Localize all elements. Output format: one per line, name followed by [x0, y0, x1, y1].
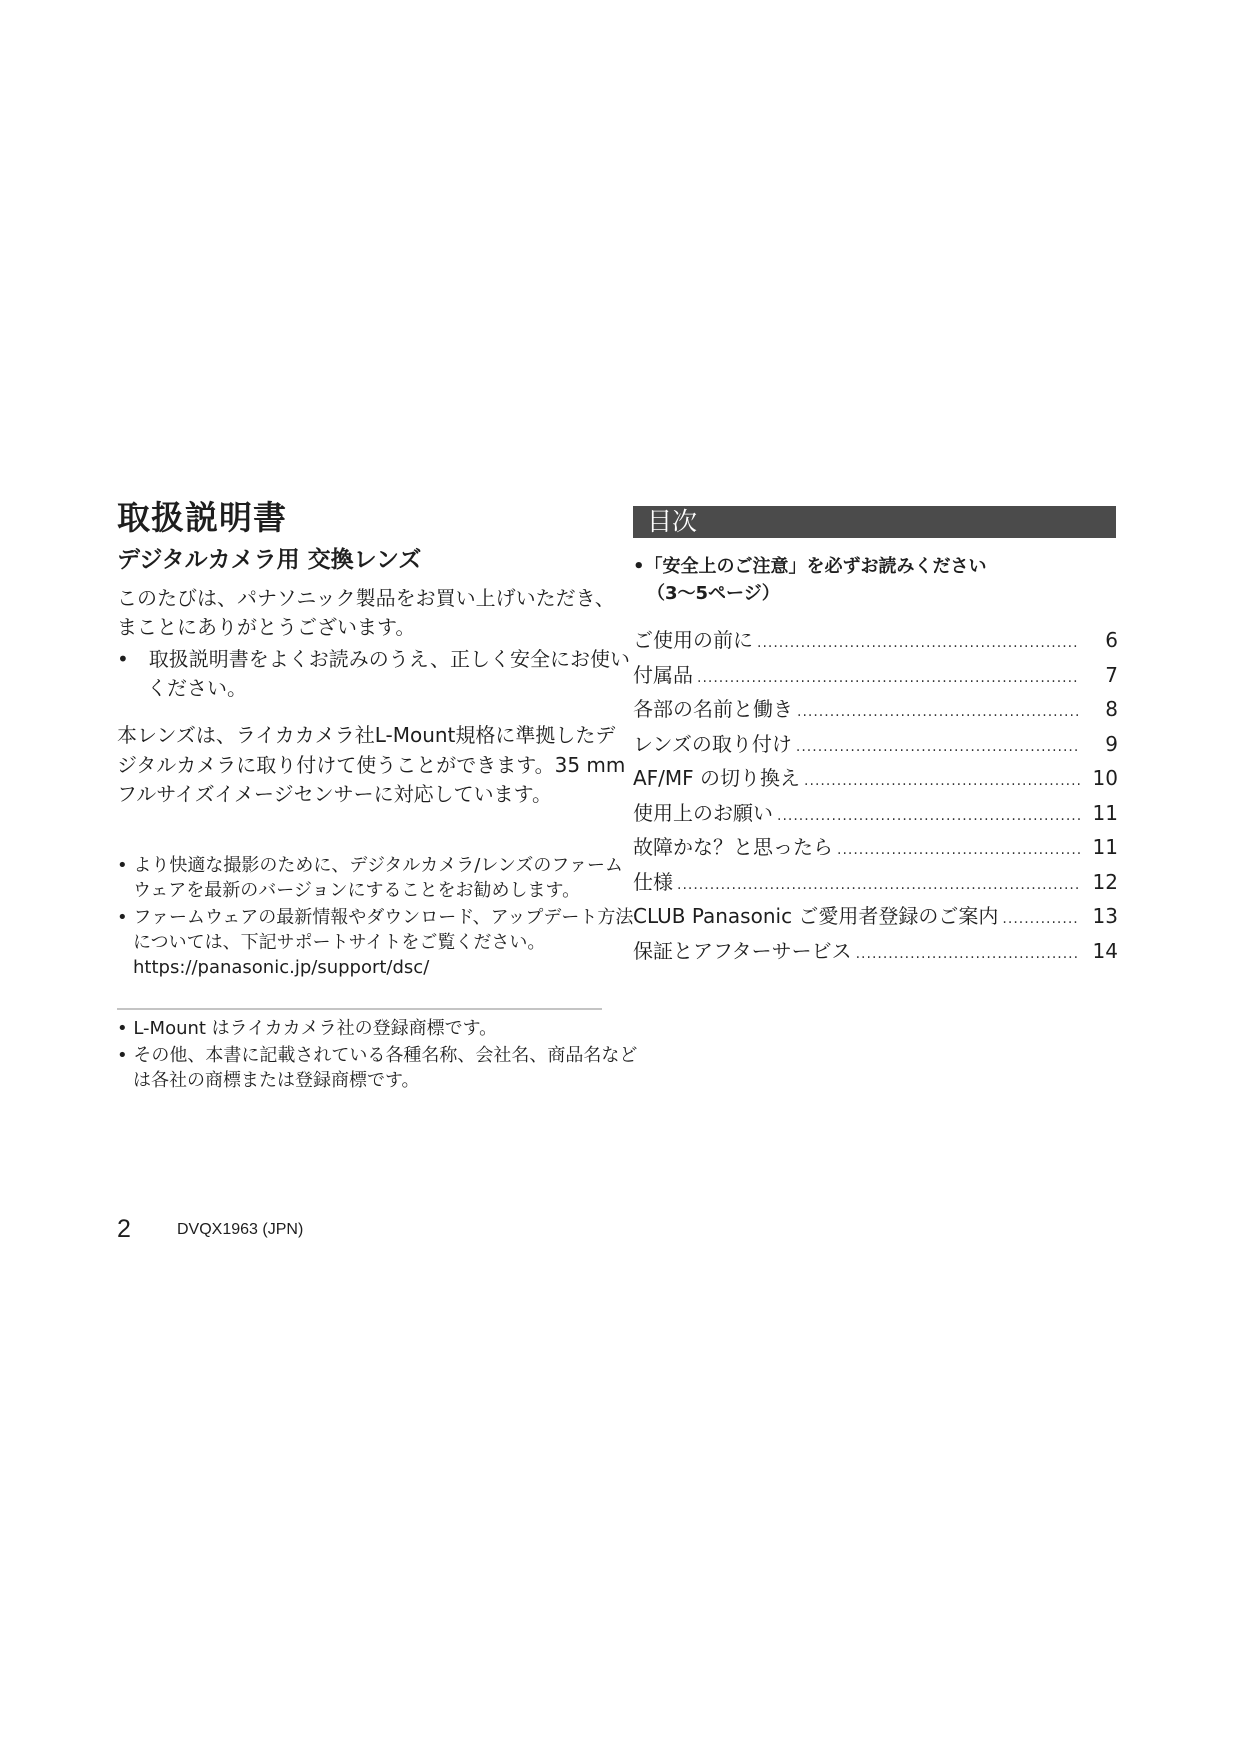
toc-item-label: 各部の名前と働き [633, 697, 793, 721]
toc-item[interactable] [633, 623, 1118, 658]
safety-note-text: •「安全上のご注意」を必ずお読みください [633, 556, 987, 577]
firmware-note-text: • ファームウェアの最新情報やダウンロード、アップデート方法については、下記サポートサイトをご覧ください。 [117, 907, 634, 953]
toc-list [633, 623, 1118, 968]
manual-subtitle: デジタルカメラ用 交換レンズ [117, 547, 422, 573]
toc-item-label: ご使用の前に [633, 628, 753, 652]
manual-title: 取扱説明書 [117, 498, 287, 537]
toc-header: 目次 [633, 506, 1116, 538]
toc-leader-dots [856, 937, 1080, 972]
toc-item-page: 11 [1092, 835, 1118, 859]
toc-item-label: 仕様 [633, 869, 673, 894]
lens-description: 本レンズは、ライカカメラ社L-Mount規格に準拠したデジタルカメラに取り付けて使うことができます。35 mm フルサイズイメージセンサーに対応しています。 [117, 723, 626, 806]
toc-item-page: 9 [1105, 731, 1118, 756]
intro-bullet [117, 645, 637, 703]
toc-item-page: 11 [1092, 800, 1118, 825]
toc-item-page: 14 [1092, 938, 1118, 963]
toc-item-page: 8 [1105, 697, 1118, 721]
toc-leader-dots [777, 799, 1080, 834]
toc-leader-dots [797, 695, 1080, 730]
toc-item[interactable] [633, 796, 1118, 831]
toc-leader-dots [837, 833, 1080, 868]
toc-item[interactable] [633, 658, 1118, 693]
toc-item-label: 使用上のお願い [633, 800, 773, 825]
toc-item[interactable] [633, 830, 1118, 865]
toc-item-page: 7 [1105, 662, 1118, 687]
toc-item-label: レンズの取り付け [633, 731, 792, 756]
toc-item[interactable] [633, 934, 1118, 969]
toc-item[interactable] [633, 761, 1118, 796]
firmware-note-1 [117, 853, 637, 903]
trademark-note-2 [117, 1043, 642, 1093]
toc-leader-dots [1002, 902, 1080, 937]
page-number: 2 [117, 1215, 131, 1243]
trademark-note-text: • L-Mount はライカカメラ社の登録商標です。 [117, 1018, 498, 1039]
toc-item-label: 付属品 [633, 662, 693, 687]
toc-item-label: 故障かな？と思ったら [633, 835, 833, 859]
toc-item-page: 12 [1092, 869, 1118, 894]
toc-item[interactable] [633, 899, 1118, 934]
firmware-note-2 [117, 905, 637, 980]
toc-item-label: 保証とアフターサービス [633, 938, 852, 963]
toc-item-label: AF/MF の切り換え [633, 766, 801, 790]
toc-leader-dots [796, 730, 1080, 765]
toc-item-page: 6 [1105, 628, 1118, 652]
toc-leader-dots [697, 661, 1080, 696]
intro-text: このたびは、パナソニック製品をお買い上げいただき、まことにありがとうございます。 [117, 586, 615, 639]
toc-item[interactable] [633, 865, 1118, 900]
toc-item[interactable] [633, 727, 1118, 762]
toc-item[interactable] [633, 692, 1118, 727]
safety-note [633, 553, 1113, 607]
toc-item-page: 13 [1092, 904, 1118, 928]
intro-bullet-text: • 取扱説明書をよくお読みのうえ、正しく安全にお使いください。 [117, 647, 630, 700]
toc-leader-dots [757, 626, 1080, 661]
toc-item-page: 10 [1092, 766, 1118, 790]
firmware-note-text: • より快適な撮影のために、デジタルカメラ/レンズのファームウェアを最新のバージョンにすることをお勧めします。 [117, 855, 623, 901]
trademark-note-text: • その他、本書に記載されている各種名称、会社名、商品名などは各社の商標または登録商標です。 [117, 1045, 638, 1091]
section-divider [117, 1008, 602, 1010]
support-url: https://panasonic.jp/support/dsc/ [133, 957, 430, 978]
safety-note-pages: （3～5ページ） [647, 583, 780, 604]
toc-leader-dots [677, 868, 1080, 903]
trademark-note-1 [117, 1016, 642, 1041]
document-code: DVQX1963 (JPN) [177, 1221, 304, 1238]
toc-leader-dots [804, 764, 1080, 799]
toc-item-label: CLUB Panasonic ご愛用者登録のご案内 [633, 904, 999, 928]
